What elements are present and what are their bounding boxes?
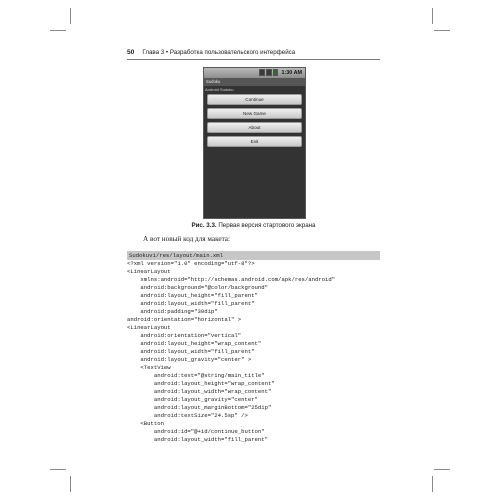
new-game-button[interactable]: New Game bbox=[207, 108, 302, 119]
code-line: <?xml version="1.0" encoding="utf-8"?> bbox=[127, 260, 255, 267]
exit-button[interactable]: Exit bbox=[207, 136, 302, 147]
code-line: android:layout_marginBottom="25dip" bbox=[127, 404, 272, 411]
status-clock: 1:30 AM bbox=[281, 70, 302, 76]
code-line: android:textSize="24.5sp" /> bbox=[127, 412, 248, 419]
continue-button[interactable]: Continue bbox=[207, 94, 302, 105]
notification-icon bbox=[259, 69, 265, 76]
code-line: android:layout_width="wrap_content" bbox=[127, 388, 272, 395]
code-line: android:layout_height="wrap_content" bbox=[127, 340, 262, 347]
code-line: <Button bbox=[127, 420, 164, 427]
figure-caption bbox=[127, 221, 380, 231]
about-button[interactable]: About bbox=[207, 122, 302, 133]
crop-mark bbox=[434, 469, 450, 470]
app-title-bar: Sudoku bbox=[204, 78, 305, 86]
code-line: android:id="@+id/continue_button" bbox=[127, 428, 265, 435]
signal-icon bbox=[266, 69, 272, 76]
crop-mark bbox=[50, 30, 66, 31]
code-line: android:layout_height="fill_parent" bbox=[127, 292, 258, 299]
crop-mark bbox=[70, 8, 71, 24]
crop-mark bbox=[432, 476, 433, 492]
code-line: android:layout_gravity="center" > bbox=[127, 356, 252, 363]
status-bar bbox=[204, 68, 305, 78]
status-icons bbox=[259, 69, 278, 77]
code-line: android:background="@color/background" bbox=[127, 284, 268, 291]
code-line: android:layout_width="fill_parent" bbox=[127, 300, 255, 307]
phone-screenshot bbox=[203, 67, 306, 219]
running-header bbox=[127, 47, 380, 59]
code-line: <TextView bbox=[127, 364, 171, 371]
crop-mark bbox=[434, 30, 450, 31]
code-line: <LinearLayout bbox=[127, 268, 171, 275]
figure-label: Рис. 3.3. bbox=[191, 222, 217, 229]
code-listing bbox=[127, 260, 387, 443]
battery-icon bbox=[273, 69, 278, 76]
crop-mark bbox=[432, 8, 433, 24]
header-rule bbox=[127, 59, 380, 60]
code-line: android:layout_gravity="center" bbox=[127, 396, 258, 403]
app-subtitle: Android Sudoku bbox=[205, 87, 234, 92]
code-line: xmlns:android="http://schemas.android.com/apk/res/android" bbox=[127, 276, 336, 283]
crop-mark bbox=[50, 469, 66, 470]
code-file-path: Sudokuv1/res/layout/main.xml bbox=[127, 251, 380, 260]
intro-text: А вот новый код для макета: bbox=[143, 235, 230, 243]
code-line: android:orientation="horizontal" > bbox=[127, 316, 242, 323]
code-line: <LinearLayout bbox=[127, 324, 171, 331]
code-line: android:layout_width="fill_parent" bbox=[127, 436, 268, 443]
chapter-title: Глава 3 • Разработка пользовательского интерфейса bbox=[142, 49, 296, 56]
code-line: android:text="@string/main_title" bbox=[127, 372, 265, 379]
code-line: android:layout_width="fill_parent" bbox=[127, 348, 255, 355]
figure-caption-text: Первая версия стартового экрана bbox=[218, 222, 316, 229]
page-number: 50 bbox=[127, 49, 135, 56]
code-line: android:padding="30dip" bbox=[127, 308, 218, 315]
code-line: android:layout_height="wrap_content" bbox=[127, 380, 275, 387]
code-line: android:orientation="vertical" bbox=[127, 332, 242, 339]
crop-mark bbox=[70, 476, 71, 492]
